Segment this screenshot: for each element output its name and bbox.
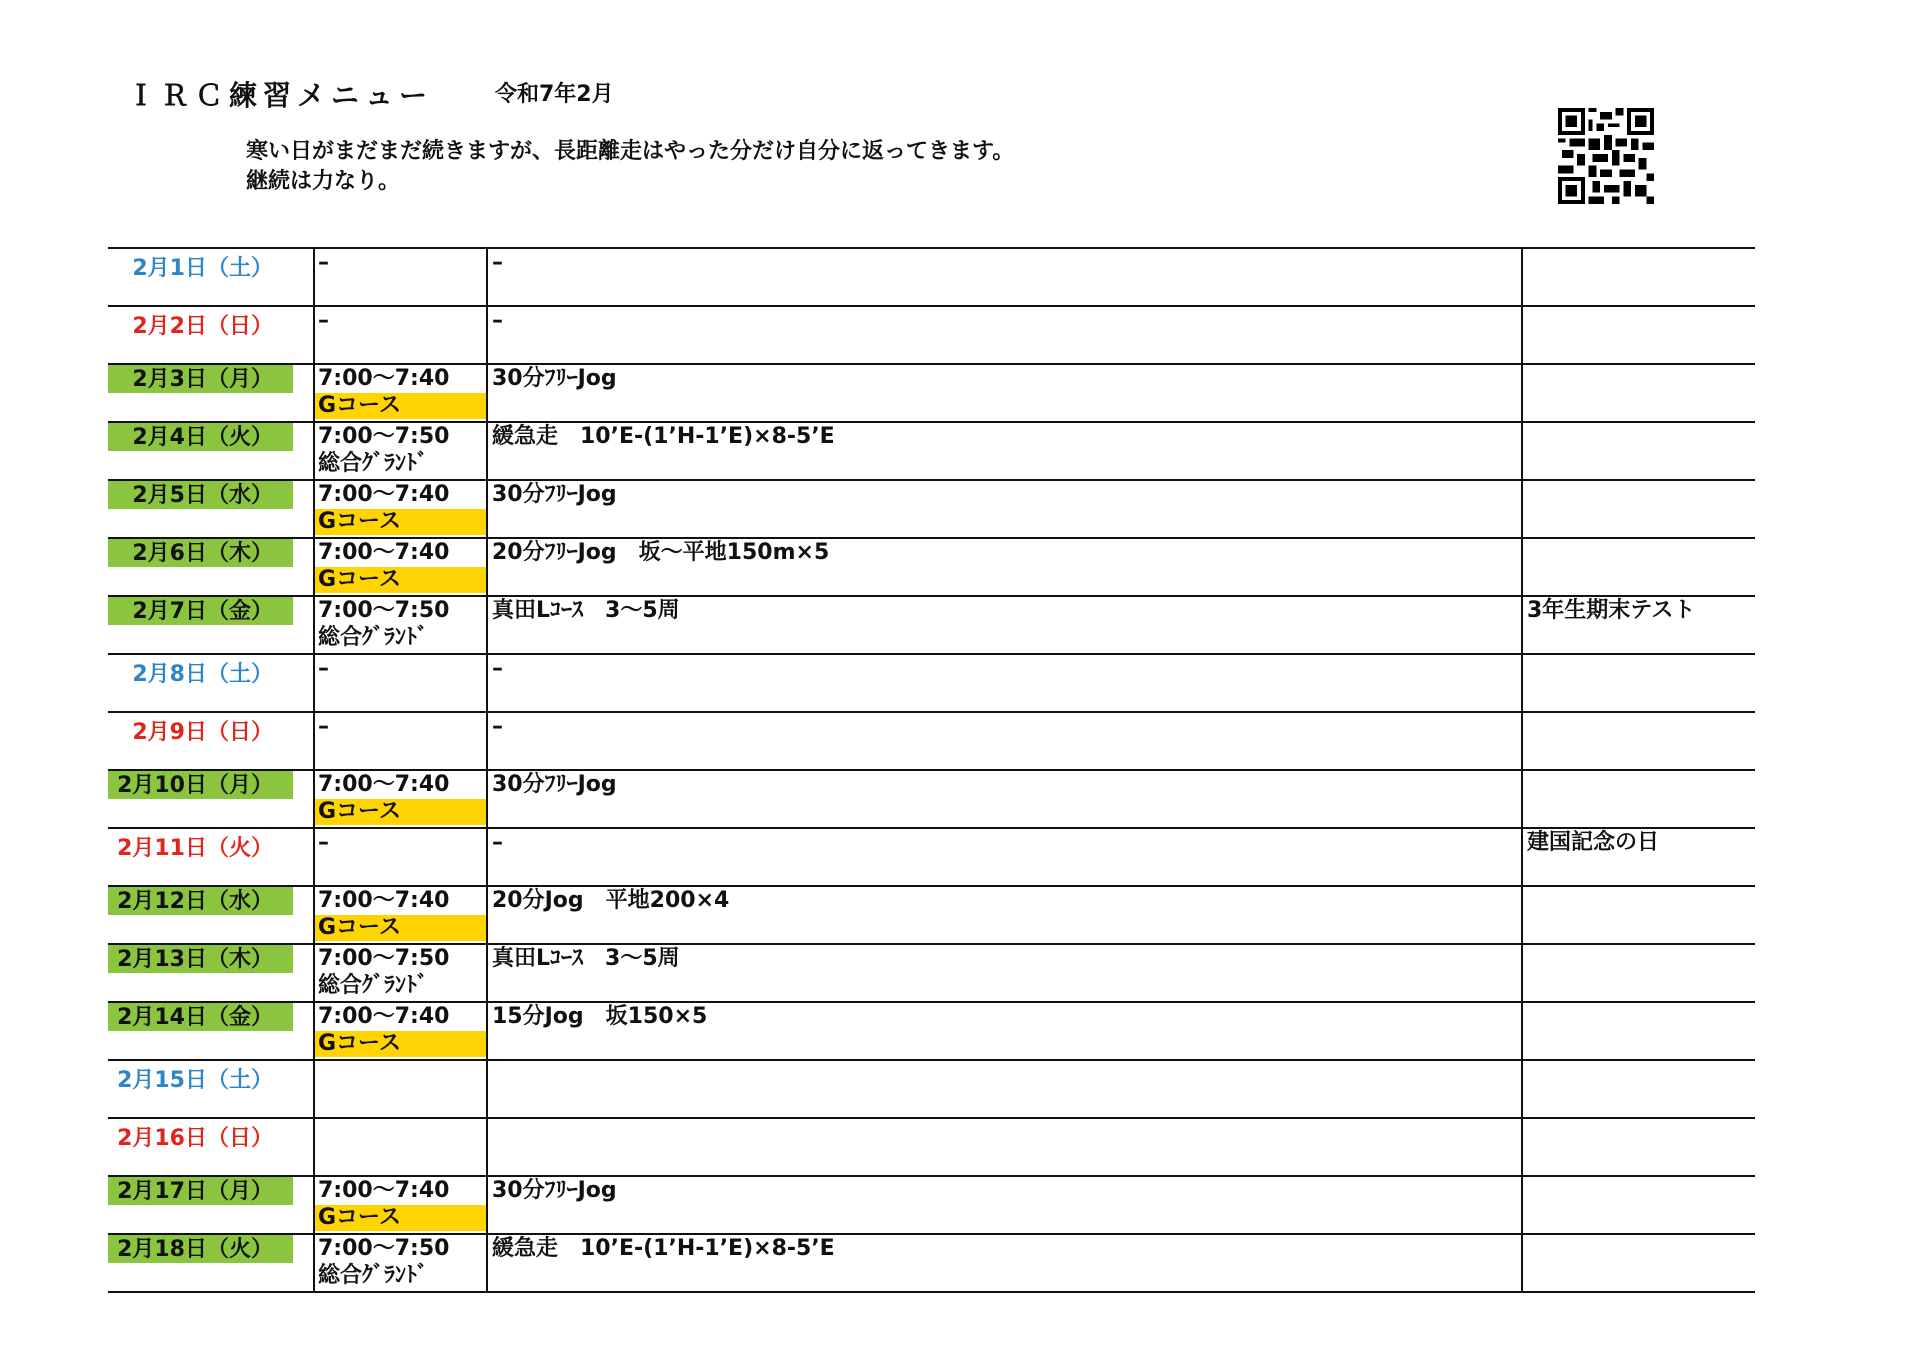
note-cell	[1522, 1002, 1755, 1060]
note-cell	[1522, 886, 1755, 944]
date-cell	[108, 596, 314, 654]
time-range: 7:00～7:40	[318, 482, 450, 507]
location-label: Gコース	[315, 1205, 486, 1231]
date-cell	[108, 538, 314, 596]
table-row	[108, 828, 1755, 886]
table-row	[108, 1060, 1755, 1118]
menu-cell: 真田Lｺｰｽ 3～5周	[487, 596, 1522, 654]
menu-cell	[487, 1118, 1522, 1176]
location-label: Gコース	[315, 1031, 486, 1057]
note-cell	[1522, 480, 1755, 538]
table-row	[108, 306, 1755, 364]
table-row	[108, 596, 1755, 654]
menu-cell: –	[487, 828, 1522, 886]
table-row	[108, 422, 1755, 480]
location-label: 総合ｸﾞﾗﾝﾄﾞ	[318, 1263, 429, 1288]
table-row	[108, 480, 1755, 538]
time-cell	[314, 1118, 487, 1176]
date-label: 2月11日（火）	[117, 836, 273, 861]
table-row	[108, 1002, 1755, 1060]
time-range: 7:00～7:40	[318, 772, 450, 797]
page-title: ＩＲＣ練習メニュー	[127, 79, 434, 112]
time-range: 7:00～7:40	[318, 366, 450, 391]
note-cell	[1522, 364, 1755, 422]
date-label: 2月15日（土）	[117, 1068, 273, 1093]
time-cell	[314, 422, 487, 480]
time-range: –	[318, 714, 329, 739]
date-label: 2月3日（月）	[108, 365, 293, 393]
time-range: –	[318, 308, 329, 333]
menu-cell: 30分ﾌﾘｰJog	[487, 364, 1522, 422]
note-cell	[1522, 1118, 1755, 1176]
time-cell	[314, 480, 487, 538]
time-range	[315, 1119, 486, 1147]
schedule-table	[108, 247, 1755, 1293]
time-range: 7:00～7:40	[318, 1004, 450, 1029]
time-range: 7:00～7:40	[318, 540, 450, 565]
location-label	[315, 277, 486, 303]
date-label: 2月10日（月）	[108, 771, 293, 799]
date-cell	[108, 1176, 314, 1234]
time-cell	[314, 654, 487, 712]
table-row	[108, 712, 1755, 770]
date-label: 2月14日（金）	[108, 1003, 293, 1031]
note-cell	[1522, 712, 1755, 770]
note-cell	[1522, 538, 1755, 596]
time-range: –	[318, 656, 329, 681]
location-label: 総合ｸﾞﾗﾝﾄﾞ	[318, 973, 429, 998]
date-cell	[108, 944, 314, 1002]
intro-line: 継続は力なり。	[246, 169, 401, 194]
time-range: 7:00～7:50	[318, 1236, 450, 1261]
date-label: 2月12日（水）	[108, 887, 293, 915]
menu-cell: –	[487, 306, 1522, 364]
time-range: 7:00～7:40	[318, 1178, 450, 1203]
date-cell	[108, 828, 314, 886]
date-cell	[108, 654, 314, 712]
time-cell	[314, 944, 487, 1002]
menu-cell: 20分Jog 平地200×4	[487, 886, 1522, 944]
date-cell	[108, 364, 314, 422]
location-label: Gコース	[315, 799, 486, 825]
table-row	[108, 1234, 1755, 1292]
menu-cell: 20分ﾌﾘｰJog 坂～平地150m×5	[487, 538, 1522, 596]
table-row	[108, 944, 1755, 1002]
date-cell	[108, 422, 314, 480]
date-cell	[108, 306, 314, 364]
time-cell	[314, 1060, 487, 1118]
note-cell	[1522, 944, 1755, 1002]
time-range: 7:00～7:50	[318, 946, 450, 971]
date-label: 2月2日（日）	[132, 314, 273, 339]
date-label: 2月8日（土）	[132, 662, 273, 687]
time-cell	[314, 364, 487, 422]
table-row	[108, 770, 1755, 828]
location-label	[315, 683, 486, 709]
location-label	[315, 857, 486, 883]
date-label: 2月1日（土）	[132, 256, 273, 281]
time-range: –	[318, 830, 329, 855]
table-row	[108, 538, 1755, 596]
location-label: 総合ｸﾞﾗﾝﾄﾞ	[318, 625, 429, 650]
location-label	[315, 1147, 486, 1173]
time-range: 7:00～7:40	[318, 888, 450, 913]
time-cell	[314, 306, 487, 364]
note-cell	[1522, 422, 1755, 480]
note-cell	[1522, 306, 1755, 364]
date-cell	[108, 886, 314, 944]
table-row	[108, 248, 1755, 306]
date-label: 2月17日（月）	[108, 1177, 293, 1205]
date-cell	[108, 1118, 314, 1176]
location-label: Gコース	[315, 567, 486, 593]
date-label: 2月4日（火）	[108, 423, 293, 451]
time-cell	[314, 1234, 487, 1292]
time-cell	[314, 770, 487, 828]
location-label	[315, 1089, 486, 1115]
note-cell	[1522, 770, 1755, 828]
date-label: 2月5日（水）	[108, 481, 293, 509]
menu-cell: 30分ﾌﾘｰJog	[487, 770, 1522, 828]
menu-cell: –	[487, 712, 1522, 770]
time-range	[315, 1061, 486, 1089]
table-row	[108, 1176, 1755, 1234]
location-label	[315, 335, 486, 361]
menu-cell: 真田Lｺｰｽ 3～5周	[487, 944, 1522, 1002]
note-cell	[1522, 1176, 1755, 1234]
menu-cell: 30分ﾌﾘｰJog	[487, 480, 1522, 538]
date-label: 2月18日（火）	[108, 1235, 293, 1263]
menu-cell: 15分Jog 坂150×5	[487, 1002, 1522, 1060]
menu-cell: –	[487, 654, 1522, 712]
note-cell: 3年生期末テスト	[1522, 596, 1755, 654]
location-label: 総合ｸﾞﾗﾝﾄﾞ	[318, 451, 429, 476]
table-row	[108, 364, 1755, 422]
time-cell	[314, 1176, 487, 1234]
date-label: 2月6日（木）	[108, 539, 293, 567]
note-cell	[1522, 1060, 1755, 1118]
note-cell: 建国記念の日	[1522, 828, 1755, 886]
table-row	[108, 654, 1755, 712]
time-cell	[314, 1002, 487, 1060]
time-cell	[314, 712, 487, 770]
qr-code-icon	[1558, 108, 1654, 204]
time-range: –	[318, 250, 329, 275]
location-label	[315, 741, 486, 767]
date-cell	[108, 1234, 314, 1292]
date-label: 2月16日（日）	[117, 1126, 273, 1151]
menu-cell	[487, 1060, 1522, 1118]
intro-line: 寒い日がまだまだ続きますが、長距離走はやった分だけ自分に返ってきます。	[246, 139, 1015, 164]
date-cell	[108, 248, 314, 306]
time-cell	[314, 828, 487, 886]
time-cell	[314, 248, 487, 306]
date-label: 2月13日（木）	[108, 945, 293, 973]
date-cell	[108, 712, 314, 770]
table-row	[108, 886, 1755, 944]
note-cell	[1522, 1234, 1755, 1292]
note-cell	[1522, 654, 1755, 712]
month-heading: 令和7年2月	[495, 82, 614, 107]
schedule-body	[108, 248, 1755, 1292]
location-label: Gコース	[315, 509, 486, 535]
menu-cell: 緩急走 10’E-(1’H-1’E)×8-5’E	[487, 422, 1522, 480]
table-row	[108, 1118, 1755, 1176]
location-label: Gコース	[315, 393, 486, 419]
time-range: 7:00～7:50	[318, 424, 450, 449]
date-cell	[108, 1060, 314, 1118]
menu-cell: –	[487, 248, 1522, 306]
time-range: 7:00～7:50	[318, 598, 450, 623]
date-cell	[108, 1002, 314, 1060]
menu-cell: 30分ﾌﾘｰJog	[487, 1176, 1522, 1234]
date-label: 2月7日（金）	[108, 597, 293, 625]
intro-message	[246, 137, 1014, 197]
date-cell	[108, 480, 314, 538]
location-label: Gコース	[315, 915, 486, 941]
date-cell	[108, 770, 314, 828]
date-label: 2月9日（日）	[132, 720, 273, 745]
time-cell	[314, 596, 487, 654]
time-cell	[314, 538, 487, 596]
menu-cell: 緩急走 10’E-(1’H-1’E)×8-5’E	[487, 1234, 1522, 1292]
time-cell	[314, 886, 487, 944]
note-cell	[1522, 248, 1755, 306]
